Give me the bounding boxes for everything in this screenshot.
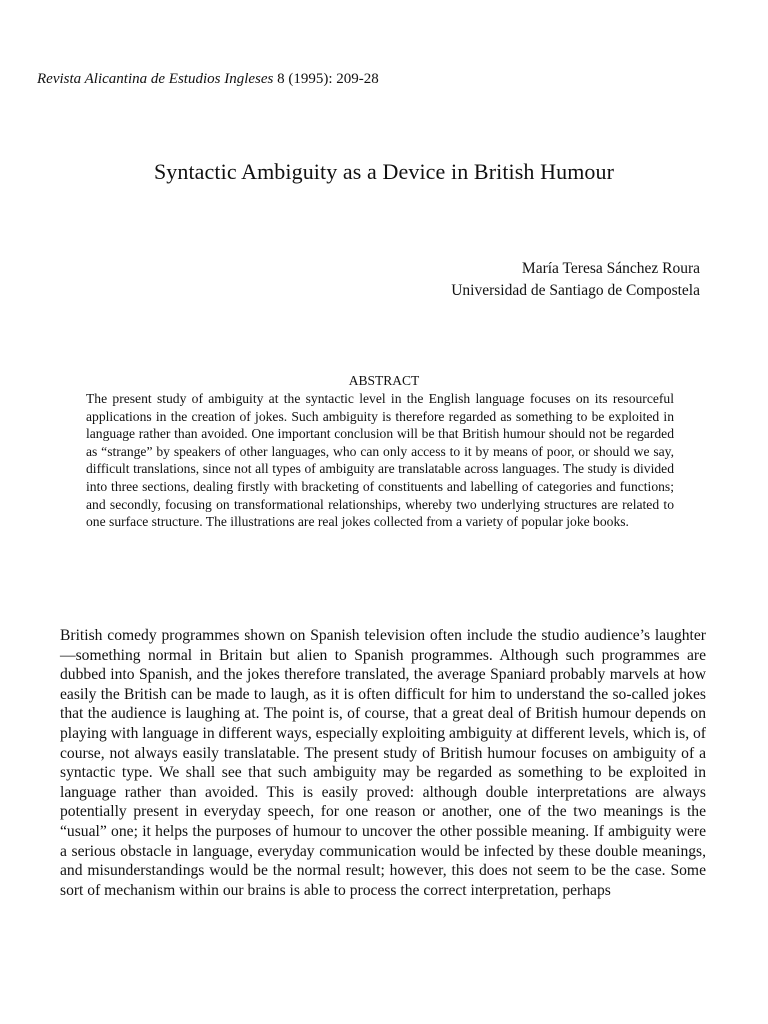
abstract-text: The present study of ambiguity at the syntactic level in the English language focuses on its resourceful applications in the creation of jokes. Such ambiguity is therefore regarded as something to be exploited in language rather than avoided. One important conclusion will be that British humour should not be regarded as “strange” by speakers of other languages, who can only access to it by means of poor, or should we say, difficult translations, since not all types of ambiguity are translatable across languages. The study is divided into three sections, dealing firstly with bracketing of constituents and labelling of categories and functions; and secondly, focusing on transformational relationships, whereby two underlying structures are related to one surface structure. The illustrations are real jokes collected from a variety of popular joke books. — [86, 391, 674, 530]
author-name: María Teresa Sánchez Roura — [521, 260, 700, 277]
journal-citation — [37, 70, 379, 88]
article-title: Syntactic Ambiguity as a Device in British Humour — [153, 159, 615, 184]
author-affiliation: Universidad de Santiago de Compostela — [451, 282, 700, 299]
journal-volume-pages: 8 (1995): 209-28 — [273, 71, 379, 87]
body-paragraph: British comedy programmes shown on Spanish television often include the studio audience’s laughter—something normal in Britain but alien to Spanish programmes. Although such programmes are dubbed into Spanish, and the jokes therefore translated, the average Spaniard probably marvels at how easily the British can be made to laugh, as it is often difficult for him to understand the so-called jokes that the audience is laughing at. The point is, of course, that a great deal of British humour depends on playing with language in different ways, especially exploiting ambiguity at different levels, which is, of course, not always easily translatable. The present study of British humour focuses on ambiguity of a syntactic type. We shall see that such ambiguity may be regarded as something to be exploited in language rather than avoided. This is easily proved: although double interpretations are always potentially present in everyday speech, for one reason or another, one of the two meanings is the “usual” one; it helps the purposes of humour to uncover the other possible meaning. If ambiguity were a serious obstacle in language, everyday communication would be infected by these double meanings, and misunderstandings would be the normal result; however, this does not seem to be the case. Some sort of mechanism within our brains is able to process the correct interpretation, perhaps — [60, 627, 706, 899]
journal-name: Revista Alicantina de Estudios Ingleses — [37, 71, 274, 87]
author-block — [451, 258, 700, 302]
abstract-heading: ABSTRACT — [348, 373, 420, 388]
